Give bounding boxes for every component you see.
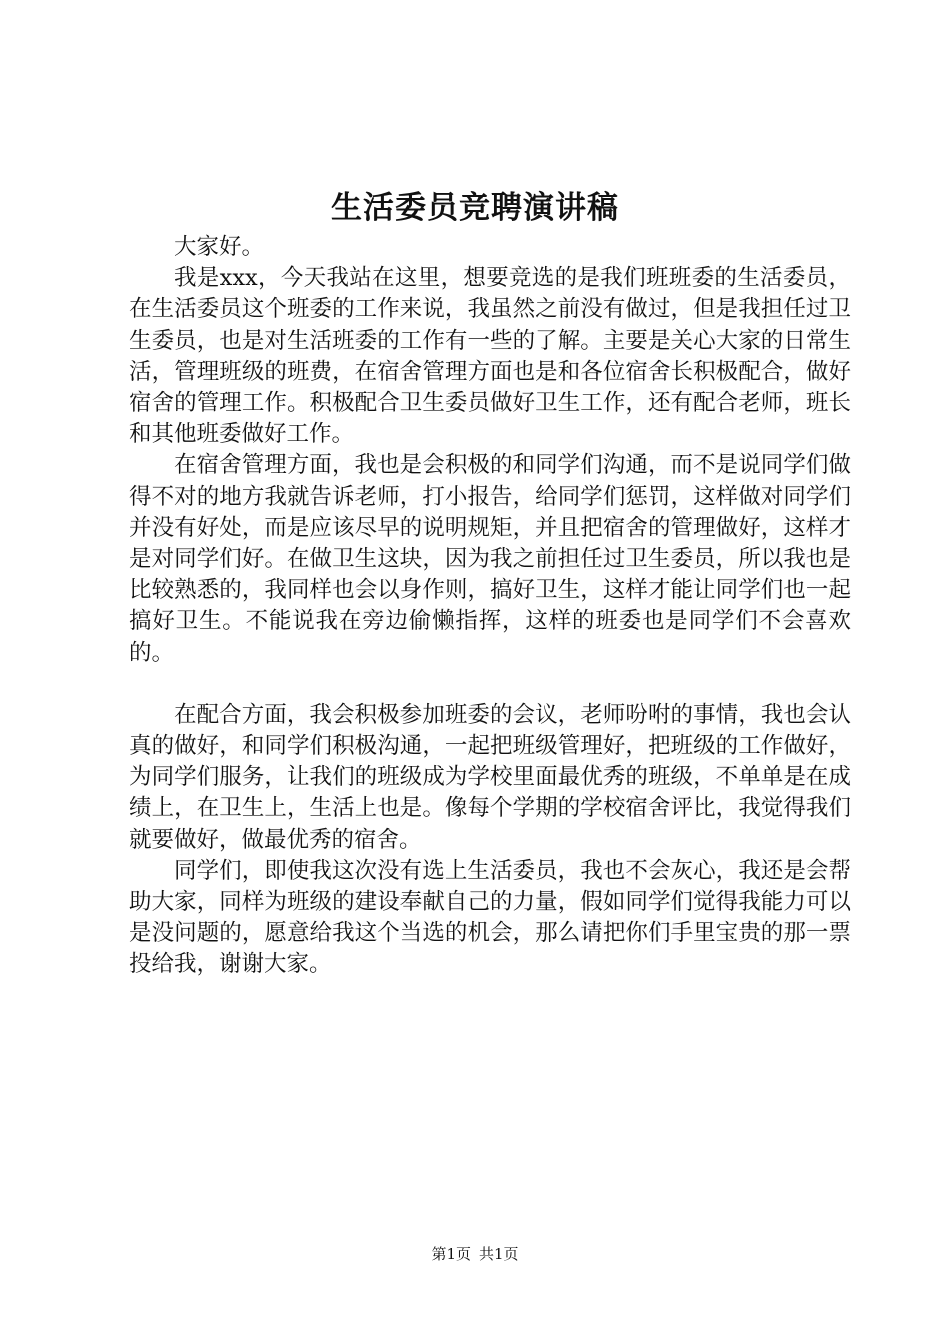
paragraph-cooperation: 在配合方面，我会积极参加班委的会议，老师吩咐的事情，我也会认真的做好，和同学们积极沟通，一起把班级管理好，把班级的工作做好，为同学们服务，让我们的班级成为学校里面最优秀的班级，不单单是在成绩上，在卫生上，生活上也是。像每个学期的学校宿舍评比，我觉得我们就要做好，做最优秀的宿舍。 [129, 701, 851, 853]
paragraph-dormitory: 在宿舍管理方面，我也是会积极的和同学们沟通，而不是说同学们做得不对的地方我就告诉老师，打小报告，给同学们惩罚，这样做对同学们并没有好处，而是应该尽早的说明规矩，并且把宿舍的管理做好，这样才是对同学们好。在做卫生这块，因为我之前担任过卫生委员，所以我也是比较熟悉的，我同样也会以身作则，搞好卫生，这样才能让同学们也一起搞好卫生。不能说我在旁边偷懒指挥，这样的班委也是同学们不会喜欢的。 [129, 452, 851, 666]
page-footer [0, 1244, 950, 1264]
paragraph-introduction: 我是xxx，今天我站在这里，想要竞选的是我们班班委的生活委员，在生活委员这个班委的工作来说，我虽然之前没有做过，但是我担任过卫生委员，也是对生活班委的工作有一些的了解。主要是关心大家的日常生活，管理班级的班费，在宿舍管理方面也是和各位宿舍长积极配合，做好宿舍的管理工作。积极配合卫生委员做好卫生工作，还有配合老师，班长和其他班委做好工作。 [129, 265, 851, 448]
page-number-total: 共1页 [479, 1245, 519, 1263]
document-body [129, 232, 851, 981]
page-number-current: 第1页 [431, 1245, 471, 1263]
document-title: 生活委员竞聘演讲稿 [331, 190, 619, 226]
paragraph-greeting: 大家好。 [174, 234, 265, 260]
paragraph-closing: 同学们，即使我这次没有选上生活委员，我也不会灰心，我还是会帮助大家，同样为班级的建设奉献自己的力量，假如同学们觉得我能力可以是没问题的，愿意给我这个当选的机会，那么请把你们手里宝贵的那一票投给我，谢谢大家。 [129, 857, 851, 978]
